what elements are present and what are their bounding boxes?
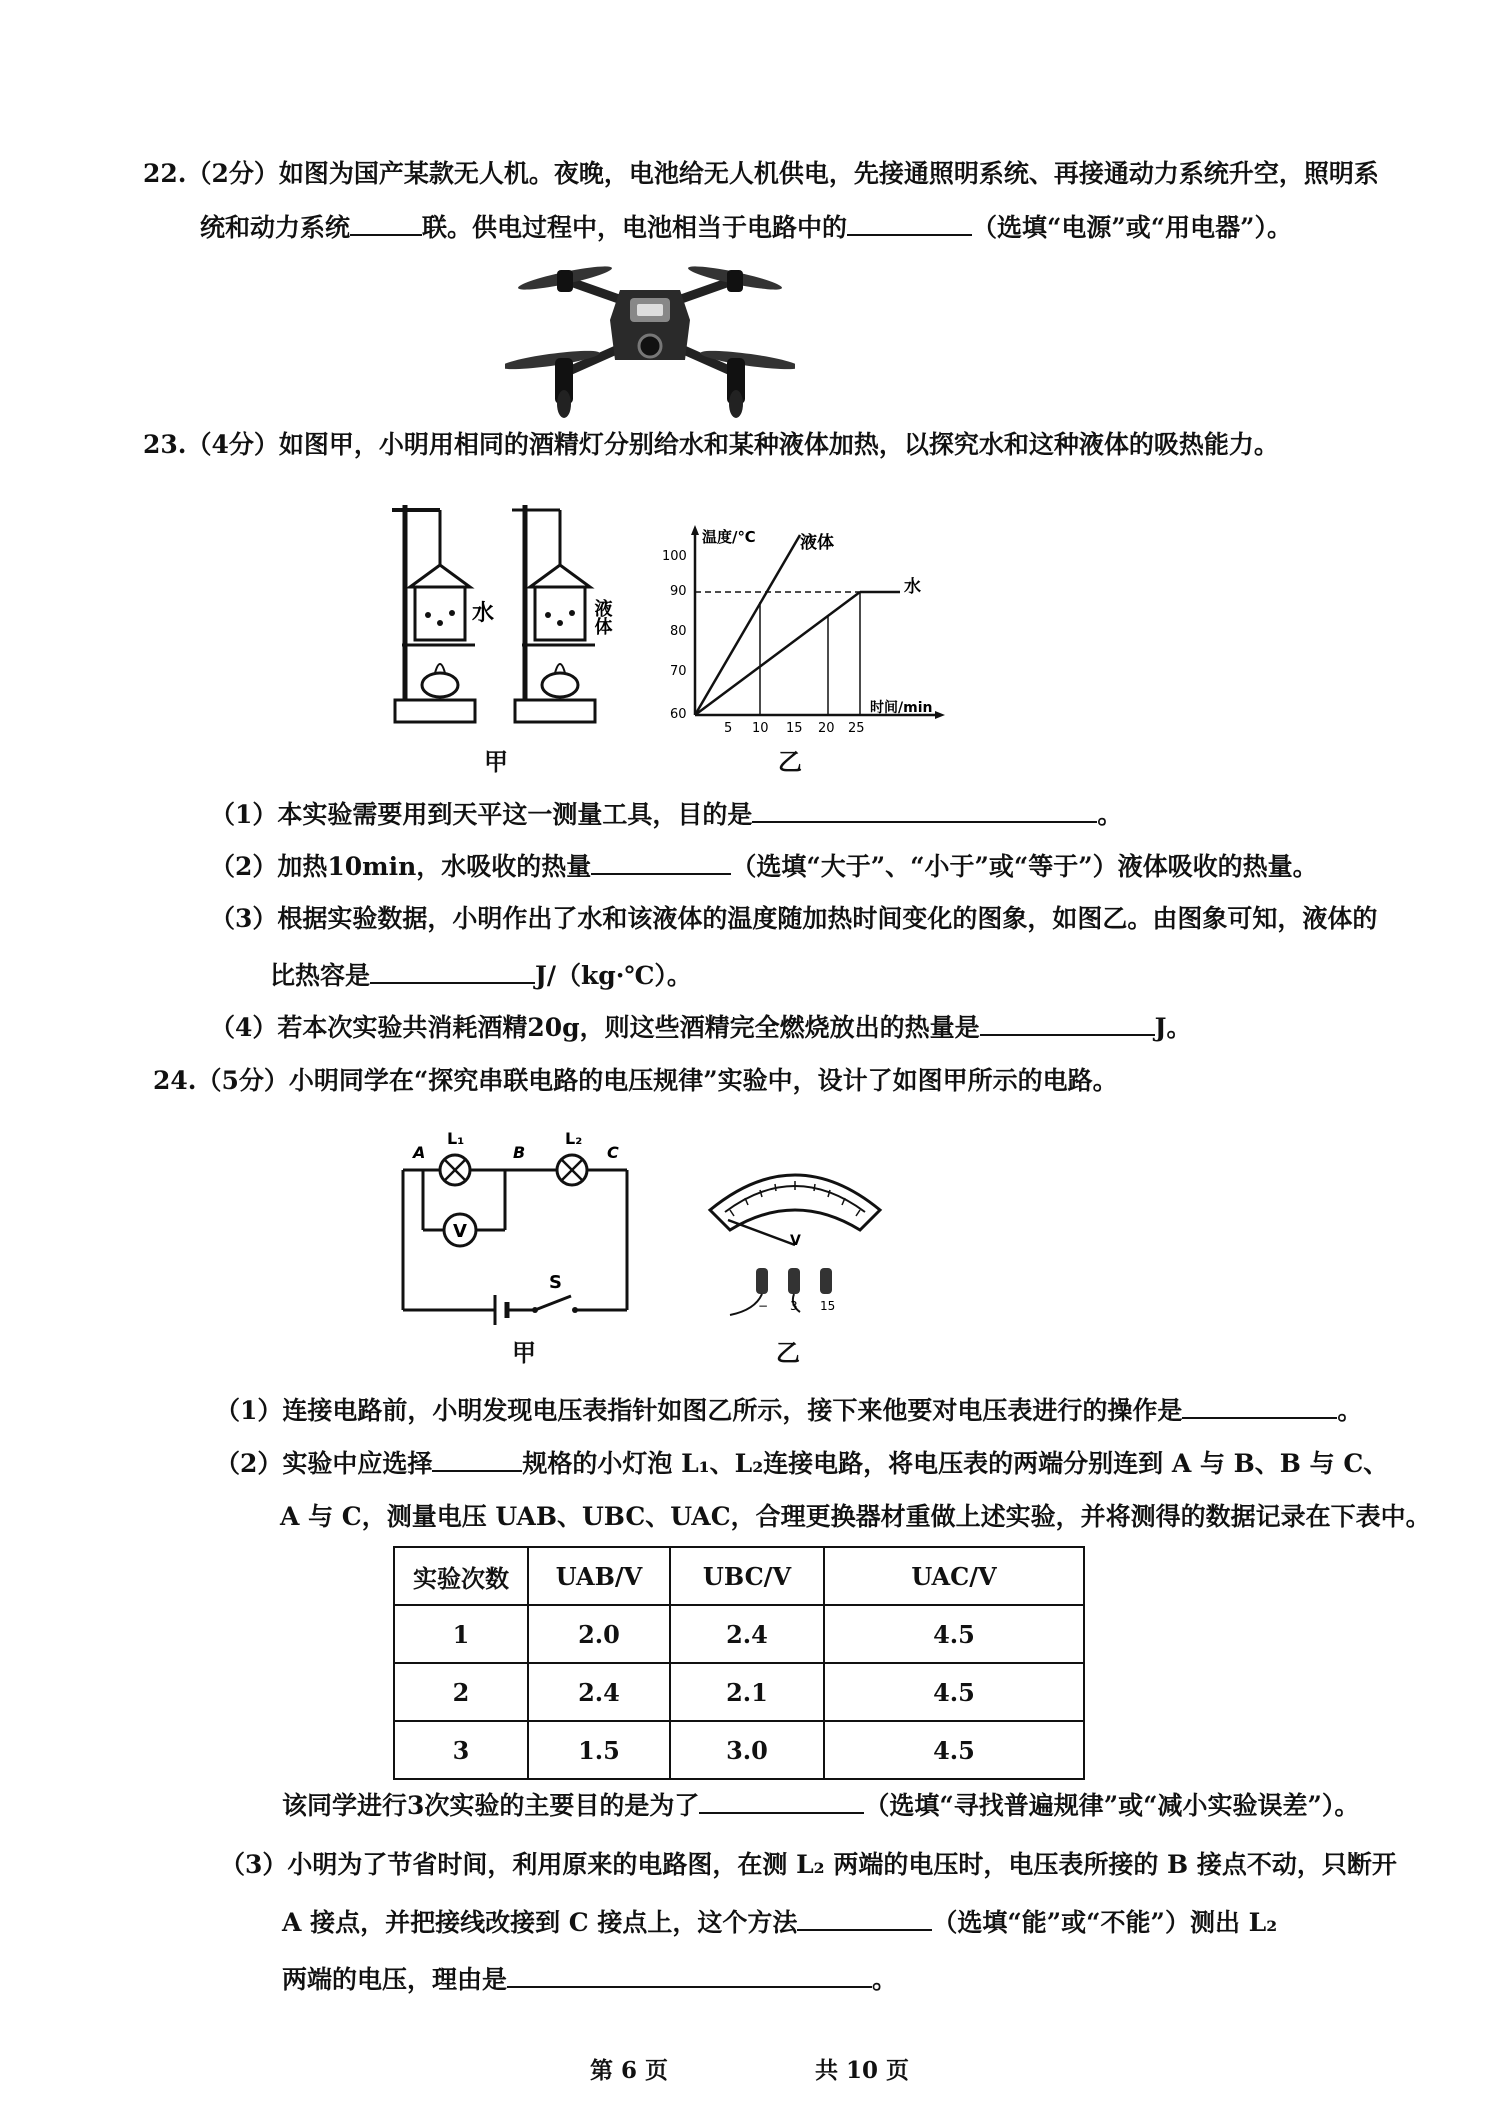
x-tick-20: 20 [818,721,835,735]
table-cell: 1 [394,1605,528,1663]
q24-p2-after-end: （选填“寻找普遍规律”或“减小实验误差”）。 [864,1791,1360,1820]
q23-stem: 23.（4分）如图甲，小明用相同的酒精灯分别给水和某种液体加热，以探究水和这种液体的吸热能力。 [143,430,1279,459]
q23-p3-line1: （3）根据实验数据，小明作出了水和该液体的温度随加热时间变化的图象，如图乙。由图象可知，液体的 [210,904,1378,933]
q23-p4-text: （4）若本次实验共消耗酒精20g，则这些酒精完全燃烧放出的热量是 [210,1013,980,1042]
liquid-series-line [695,535,800,715]
q24-blank-3[interactable] [699,1788,864,1814]
voltmeter-needle [728,1220,795,1245]
q23-p4 [210,1010,1192,1045]
table-header: UBC/V [670,1547,824,1605]
table-cell: 2.1 [670,1663,824,1721]
table-header: UAB/V [528,1547,670,1605]
meter-v-label: V [790,1233,801,1249]
circuit-caption: 甲 [512,1338,536,1367]
node-b-label: B [513,1143,526,1162]
table-row [394,1721,1084,1779]
q23-blank-3[interactable] [370,958,535,984]
y-tick-70: 70 [670,664,687,679]
q23-p3-text: 比热容是 [270,961,371,990]
graph-caption: 乙 [778,747,802,776]
q23-p3-line2 [270,958,692,993]
table-row [394,1605,1084,1663]
x-tick-15: 15 [786,721,803,735]
q24-p3-line2 [282,1905,1277,1940]
apparatus-caption: 甲 [484,747,508,776]
x-axis-label: 时间/min [870,700,933,716]
x-tick-10: 10 [752,721,769,735]
q24-p3-line1: （3）小明为了节省时间，利用原来的电路图，在测 L₂ 两端的电压时，电压表所接的 B 接点不动，只断开 [220,1850,1397,1879]
y-tick-60: 60 [670,707,687,722]
table-cell: 2.4 [528,1663,670,1721]
table-cell: 4.5 [824,1721,1084,1779]
table-cell: 2.0 [528,1605,670,1663]
node-c-label: C [607,1143,619,1162]
node-a-label: A [413,1143,426,1162]
x-tick-25: 25 [848,721,865,735]
x-tick-5: 5 [724,721,733,735]
q23-p3-end: J/（kg·℃）。 [535,961,692,990]
q23-p1-text: （1）本实验需要用到天平这一测量工具，目的是 [210,800,753,829]
q24-p2-text: （2）实验中应选择 [215,1449,433,1478]
q24-p3-line3-text: 两端的电压，理由是 [282,1965,508,1994]
q22-line2 [200,210,1292,245]
q24-stem: 24.（5分）小明同学在“探究串联电路的电压规律”实验中，设计了如图甲所示的电路。 [153,1066,1118,1095]
table-row [394,1663,1084,1721]
switch-label: S [549,1272,562,1293]
page-number: 第 6 页 [590,2057,669,2084]
q24-p3-line3-end: 。 [872,1965,898,1994]
temperature-graph [660,520,960,735]
q23-p2 [210,849,1318,884]
terminal-3: 3 [790,1299,798,1313]
q24-blank-1[interactable] [1182,1393,1337,1419]
voltmeter-label: V [453,1221,467,1242]
q23-blank-1[interactable] [752,797,1097,823]
table-cell: 1.5 [528,1721,670,1779]
q23-p2-text: （2）加热10min，水吸收的热量 [210,852,592,881]
total-pages: 共 10 页 [815,2057,910,2084]
q24-p3-text: A 接点，并把接线改接到 C 接点上，这个方法 [282,1908,798,1937]
q24-p3-line3 [282,1962,897,1997]
meter-caption: 乙 [776,1338,800,1367]
l1-label: L₁ [447,1129,465,1148]
q23-blank-4[interactable] [980,1010,1155,1036]
liquid-series-label: 液体 [800,533,834,553]
q24-p2-after [282,1788,1359,1823]
water-series-line [695,592,860,715]
y-tick-90: 90 [670,584,687,599]
y-tick-100: 100 [662,549,687,564]
drone-image [505,250,795,420]
q24-blank-4[interactable] [797,1905,932,1931]
q24-p1-text: （1）连接电路前，小明发现电压表指针如图乙所示，接下来他要对电压表进行的操作是 [215,1396,1183,1425]
q22-text-c: （选填“电源”或“用电器”）。 [972,213,1293,242]
q24-p3-end: （选填“能”或“不能”）测出 L₂ [932,1908,1278,1937]
q24-p1-end: 。 [1337,1396,1363,1425]
table-cell: 4.5 [824,1663,1084,1721]
y-axis-label: 温度/℃ [702,528,756,546]
table-cell: 4.5 [824,1605,1084,1663]
q23-p1 [210,797,1122,832]
voltage-table [393,1546,1085,1780]
q23-p4-end: J。 [1154,1013,1192,1042]
y-tick-80: 80 [670,624,687,639]
table-header-row [394,1547,1084,1605]
q22-text-a: 统和动力系统 [200,213,351,242]
q22-blank-2[interactable] [847,210,972,236]
q22-line1: 22.（2分）如图为国产某款无人机。夜晚，电池给无人机供电，先接通照明系统、再接通动力系统升空，照明系 [143,159,1379,188]
q24-p1 [215,1393,1362,1428]
q23-p1-end: 。 [1097,800,1123,829]
q23-blank-2[interactable] [591,849,731,875]
terminal-15: 15 [820,1299,836,1313]
q24-blank-5[interactable] [507,1962,872,1988]
q22-text-b: 联。供电过程中，电池相当于电路中的 [422,213,848,242]
q24-p2 [215,1446,1388,1481]
q22-blank-1[interactable] [350,210,422,236]
terminal-minus: − [758,1299,769,1313]
voltmeter-image [700,1150,890,1330]
table-cell: 3.0 [670,1721,824,1779]
q23-p2-end: （选填“大于”、“小于”或“等于”）液体吸收的热量。 [731,852,1318,881]
water-series-label: 水 [904,577,921,597]
heating-apparatus-image [380,495,630,735]
q24-p2-line2: A 与 C，测量电压 UAB、UBC、UAC，合理更换器材重做上述实验，并将测得的数据记录在下表中。 [280,1502,1431,1531]
table-cell: 2 [394,1663,528,1721]
circuit-diagram [395,1120,640,1330]
table-cell: 3 [394,1721,528,1779]
water-label: 水 [472,601,495,626]
q24-p2-after-text: 该同学进行3次实验的主要目的是为了 [282,1791,700,1820]
q24-blank-2[interactable] [432,1446,522,1472]
table-header: 实验次数 [394,1547,528,1605]
table-header: UAC/V [824,1547,1084,1605]
liquid-label: 液体 [591,599,613,635]
q24-p2-end: 规格的小灯泡 L₁、L₂连接电路，将电压表的两端分别连到 A 与 B、B 与 C、 [522,1449,1389,1478]
table-cell: 2.4 [670,1605,824,1663]
l2-label: L₂ [565,1129,583,1148]
